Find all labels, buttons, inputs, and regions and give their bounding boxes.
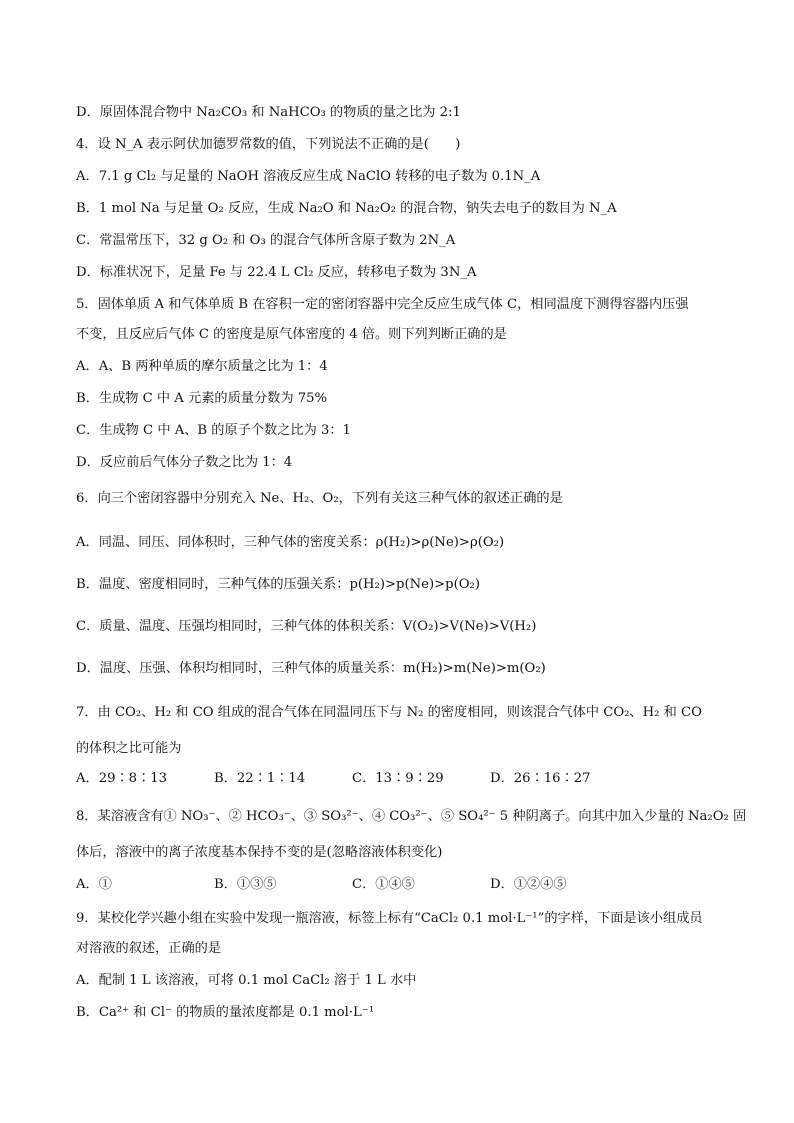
q8-option-a: A．① bbox=[76, 877, 112, 892]
q3-option-d: D．原固体混合物中 Na₂CO₃ 和 NaHCO₃ 的物质的量之比为 2:1 bbox=[76, 105, 461, 120]
q7-option-b: B．22∶1∶14 bbox=[214, 771, 306, 786]
q6-stem: 6．向三个密闭容器中分别充入 Ne、H₂、O₂，下列有关这三种气体的叙述正确的是 bbox=[76, 491, 563, 506]
q5-stem-line2: 不变，且反应后气体 C 的密度是原气体密度的 4 倍。则下列判断正确的是 bbox=[76, 327, 507, 342]
q5-option-b: B．生成物 C 中 A 元素的质量分数为 75% bbox=[76, 391, 328, 406]
q5-stem-line1: 5．固体单质 A 和气体单质 B 在容积一定的密闭容器中完全反应生成气体 C，相同温度下测得容器内压强 bbox=[76, 297, 689, 312]
q5-option-c: C．生成物 C 中 A、B 的原子个数之比为 3：1 bbox=[76, 423, 351, 438]
q6-option-a: A．同温、同压、同体积时，三种气体的密度关系：ρ(H₂)>ρ(Ne)>ρ(O₂) bbox=[76, 535, 505, 550]
q8-option-b: B．①③⑤ bbox=[214, 877, 277, 892]
q4-option-d: D．标准状况下，足量 Fe 与 22.4 L Cl₂ 反应，转移电子数为 3N_A bbox=[76, 265, 477, 280]
q6-option-d: D．温度、压强、体积均相同时，三种气体的质量关系：m(H₂)>m(Ne)>m(O₂) bbox=[76, 661, 546, 676]
q7-options bbox=[76, 770, 726, 788]
q4-option-c: C．常温常压下，32 g O₂ 和 O₃ 的混合气体所含原子数为 2N_A bbox=[76, 233, 456, 248]
q7-stem-line1: 7．由 CO₂、H₂ 和 CO 组成的混合气体在同温同压下与 N₂ 的密度相同，则该混合气体中 CO₂、H₂ 和 CO bbox=[76, 705, 702, 720]
q8-option-c: C．①④⑤ bbox=[352, 877, 415, 892]
q8-option-d: D．①②④⑤ bbox=[490, 877, 567, 892]
q9-option-b: B．Ca²⁺ 和 Cl⁻ 的物质的量浓度都是 0.1 mol·L⁻¹ bbox=[76, 1005, 375, 1020]
q7-option-c: C．13∶9∶29 bbox=[352, 771, 444, 786]
q7-stem-line2: 的体积之比可能为 bbox=[76, 741, 182, 756]
q5-option-a: A．A、B 两种单质的摩尔质量之比为 1：4 bbox=[76, 359, 328, 374]
q5-option-d: D．反应前后气体分子数之比为 1：4 bbox=[76, 455, 293, 470]
q4-stem: 4．设 N_A 表示阿伏加德罗常数的值，下列说法不正确的是( ) bbox=[76, 137, 461, 152]
q6-option-c: C．质量、温度、压强均相同时，三种气体的体积关系：V(O₂)>V(Ne)>V(H₂) bbox=[76, 619, 537, 634]
q8-stem-line2: 体后，溶液中的离子浓度基本保持不变的是(忽略溶液体积变化) bbox=[76, 845, 443, 860]
q6-option-b: B．温度、密度相同时，三种气体的压强关系：p(H₂)>p(Ne)>p(O₂) bbox=[76, 577, 480, 592]
q9-stem-line2: 对溶液的叙述，正确的是 bbox=[76, 941, 222, 956]
q9-stem-line1: 9．某校化学兴趣小组在实验中发现一瓶溶液，标签上标有“CaCl₂ 0.1 mol·L⁻¹”的字样，下面是该小组成员 bbox=[76, 911, 703, 926]
q7-option-a: A．29∶8∶13 bbox=[76, 771, 168, 786]
q4-option-a: A．7.1 g Cl₂ 与足量的 NaOH 溶液反应生成 NaClO 转移的电子数为 0.1N_A bbox=[76, 169, 541, 184]
q9-option-a: A．配制 1 L 该溶液，可将 0.1 mol CaCl₂ 溶于 1 L 水中 bbox=[76, 973, 417, 988]
q4-option-b: B．1 mol Na 与足量 O₂ 反应，生成 Na₂O 和 Na₂O₂ 的混合物，钠失去电子的数目为 N_A bbox=[76, 201, 617, 216]
q8-options bbox=[76, 876, 726, 894]
q8-stem-line1: 8．某溶液含有① NO₃⁻、② HCO₃⁻、③ SO₃²⁻、④ CO₃²⁻、⑤ SO₄²⁻ 5 种阴离子。向其中加入少量的 Na₂O₂ 固 bbox=[76, 809, 747, 824]
q7-option-d: D．26∶16∶27 bbox=[490, 771, 591, 786]
